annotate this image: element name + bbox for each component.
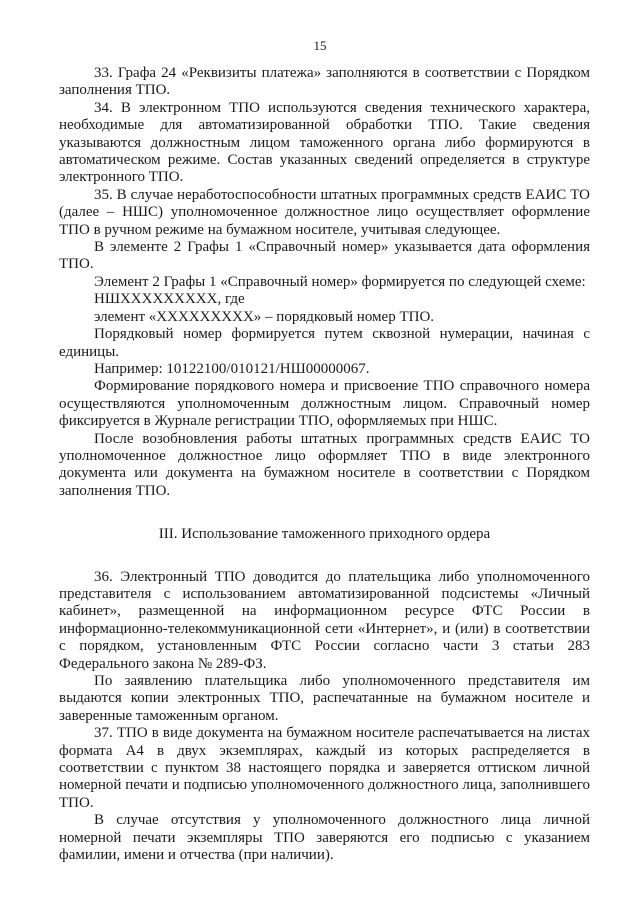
document-body: [59, 65, 590, 864]
paragraph-33: 33. Графа 24 «Реквизиты платежа» заполняются в соответствии с Порядком заполнения ТПО.: [59, 65, 590, 99]
reference-number-format: НШХХХХХХХХХ, где: [94, 291, 245, 308]
paragraph-journal-registration: Формирование порядкового номера и присвоение ТПО справочного номера осуществляются уполномоченным должностным лицом. Справочный номер фиксируется в Журнале регистрации ТПО, оформляемых при НШС.: [59, 378, 590, 430]
paragraph-element-2-scheme: Элемент 2 Графы 1 «Справочный номер» формируется по следующей схеме:: [94, 273, 586, 290]
section-heading: III. Использование таможенного приходного ордера: [158, 526, 491, 543]
reference-number-example: Например: 10122100/010121/НШ00000067.: [94, 360, 370, 377]
paragraph-34: 34. В электронном ТПО используются сведения технического характера, необходимые для автоматизированной обработки ТПО. Такие сведения указываются должностным лицом таможенного органа либо формируются в автоматическом режиме. Состав указанных сведений определяется в структуре электронного ТПО.: [59, 99, 590, 186]
paragraph-no-seal: В случае отсутствия у уполномоченного должностного лица личной номерной печати экземпляры ТПО заверяются его подписью с указанием фамилии, имени и отчества (при наличии).: [59, 812, 590, 864]
paragraph-copies-issuance: По заявлению плательщика либо уполномоченного представителя им выдаются копии электронных ТПО, распечатанные на бумажном носителе и заверенные таможенным органом.: [59, 673, 590, 724]
paragraph-36: 36. Электронный ТПО доводится до плательщика либо уполномоченного представителя с использованием автоматизированной подсистемы «Личный кабинет», размещенной на информационном ресурсе ФТС России в информационно-телекоммуникационной сети «Интернет», и (или) в соответствии с порядком, установленным ФТС России согласно части 3 статьи 283 Федерального закона № 289-ФЗ.: [59, 568, 590, 672]
page-number: 15: [313, 38, 327, 53]
paragraph-after-restoration: После возобновления работы штатных программных средств ЕАИС ТО уполномоченное должностное лицо оформляет ТПО в виде электронного документа или документа на бумажном носителе в соответствии с Порядком заполнения ТПО.: [59, 430, 590, 499]
paragraph-sequential-numbering: Порядковый номер формируется путем сквозной нумерации, начиная с единицы.: [59, 326, 590, 360]
paragraph-37: 37. ТПО в виде документа на бумажном носителе распечатывается на листах формата А4 в двух экземплярах, каждый из которых распределяется в соответствии с пунктом 38 настоящего порядка и заверяется оттиском личной номерной печати и подписью уполномоченного должностного лица, заполнившего ТПО.: [59, 725, 590, 811]
element-definition: элемент «ХХХХХХХХХ» – порядковый номер ТПО.: [94, 308, 435, 325]
paragraph-element-2-date: В элементе 2 Графы 1 «Справочный номер» указывается дата оформления ТПО.: [59, 239, 590, 273]
paragraph-35: 35. В случае неработоспособности штатных программных средств ЕАИС ТО (далее – НШС) уполномоченное должностное лицо осуществляет оформление ТПО в ручном режиме на бумажном носителе, учитывая следующее.: [59, 186, 590, 238]
